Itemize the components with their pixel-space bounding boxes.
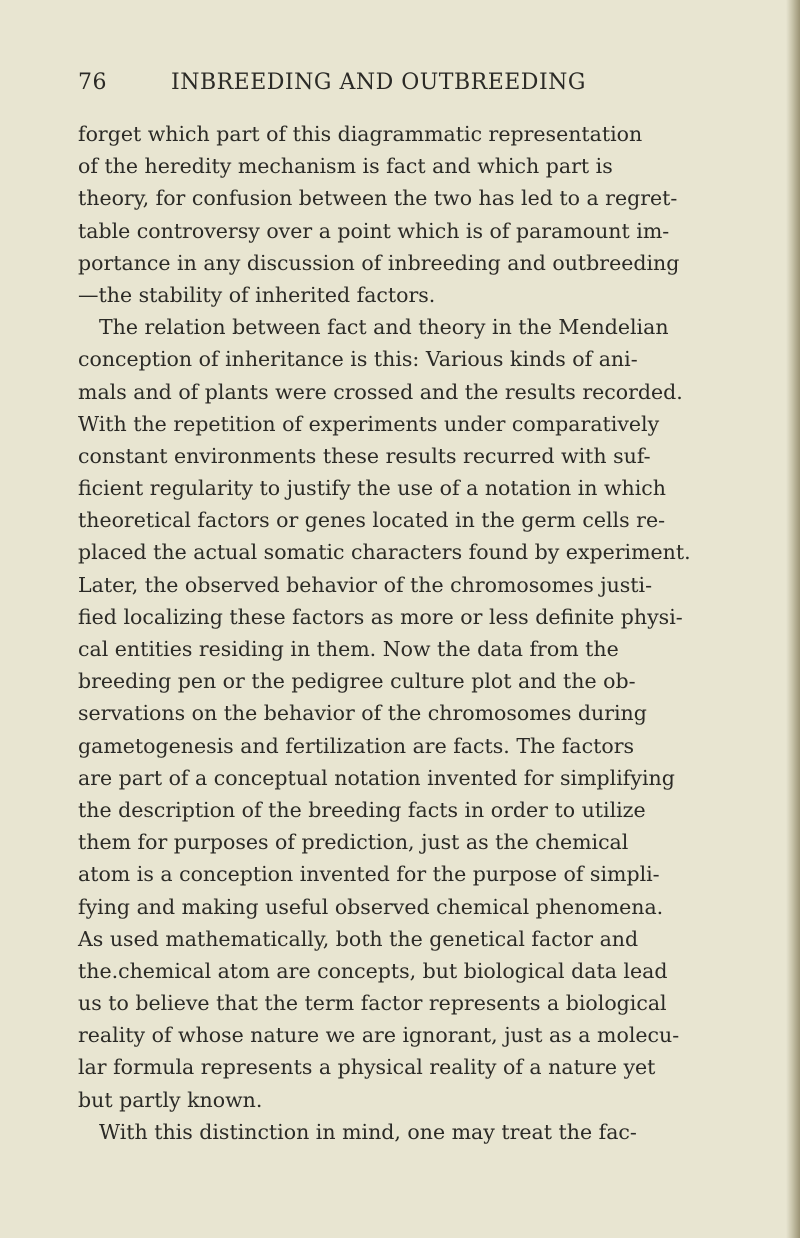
text-line: theoretical factors or genes located in the germ cells re- bbox=[78, 508, 666, 533]
text-line: Later, the observed behavior of the chromosomes justi- bbox=[78, 572, 653, 597]
text-line: placed the actual somatic characters found by experiment. bbox=[78, 540, 691, 565]
text-line: fied localizing these factors as more or less definite physi- bbox=[78, 604, 683, 629]
text-line: —the stability of inherited factors. bbox=[78, 282, 436, 307]
page-number: 76 bbox=[78, 70, 107, 95]
text-line: but partly known. bbox=[78, 1087, 263, 1112]
text-line: table controversy over a point which is of paramount im- bbox=[78, 218, 670, 243]
text-line: portance in any discussion of inbreeding and outbreeding bbox=[78, 250, 680, 275]
paragraph-start-line: With this distinction in mind, one may treat the fac- bbox=[99, 1119, 637, 1144]
text-line: servations on the behavior of the chromosomes during bbox=[78, 701, 647, 726]
text-line: ficient regularity to justify the use of a notation in which bbox=[78, 476, 666, 501]
text-line: mals and of plants were crossed and the results recorded. bbox=[78, 379, 683, 404]
text-line: forget which part of this diagrammatic representation bbox=[78, 122, 643, 146]
text-line: of the heredity mechanism is fact and which part is bbox=[78, 154, 613, 179]
page-edge-shadow bbox=[786, 0, 800, 1238]
paragraph-start-line: The relation between fact and theory in the Mendelian bbox=[99, 315, 669, 340]
text-line: reality of whose nature we are ignorant, just as a molecu- bbox=[78, 1023, 680, 1048]
body-text bbox=[78, 118, 738, 1148]
text-line: the.chemical atom are concepts, but biological data lead bbox=[78, 958, 668, 983]
text-line: lar formula represents a physical reality of a nature yet bbox=[78, 1055, 656, 1080]
text-line: them for purposes of prediction, just as the chemical bbox=[78, 830, 629, 855]
text-line: conception of inheritance is this: Various kinds of ani- bbox=[78, 347, 638, 372]
text-line: us to believe that the term factor represents a biological bbox=[78, 991, 667, 1016]
text-line: gametogenesis and fertilization are facts. The factors bbox=[78, 733, 635, 758]
text-line: constant environments these results recurred with suf- bbox=[78, 443, 651, 468]
text-line: As used mathematically, both the genetical factor and bbox=[78, 926, 639, 951]
text-line: theory, for confusion between the two has led to a regret- bbox=[78, 186, 678, 211]
text-line: atom is a conception invented for the purpose of simpli- bbox=[78, 862, 660, 887]
text-line: cal entities residing in them. Now the data from the bbox=[78, 637, 619, 661]
text-line: fying and making useful observed chemical phenomena. bbox=[78, 894, 664, 919]
running-title: INBREEDING AND OUTBREEDING bbox=[171, 70, 586, 95]
text-line: breeding pen or the pedigree culture plot and the ob- bbox=[78, 669, 636, 694]
running-header bbox=[78, 66, 718, 100]
text-line: the description of the breeding facts in order to utilize bbox=[78, 797, 646, 822]
text-line: are part of a conceptual notation invented for simplifying bbox=[78, 765, 675, 790]
text-line: With the repetition of experiments under comparatively bbox=[78, 411, 660, 436]
